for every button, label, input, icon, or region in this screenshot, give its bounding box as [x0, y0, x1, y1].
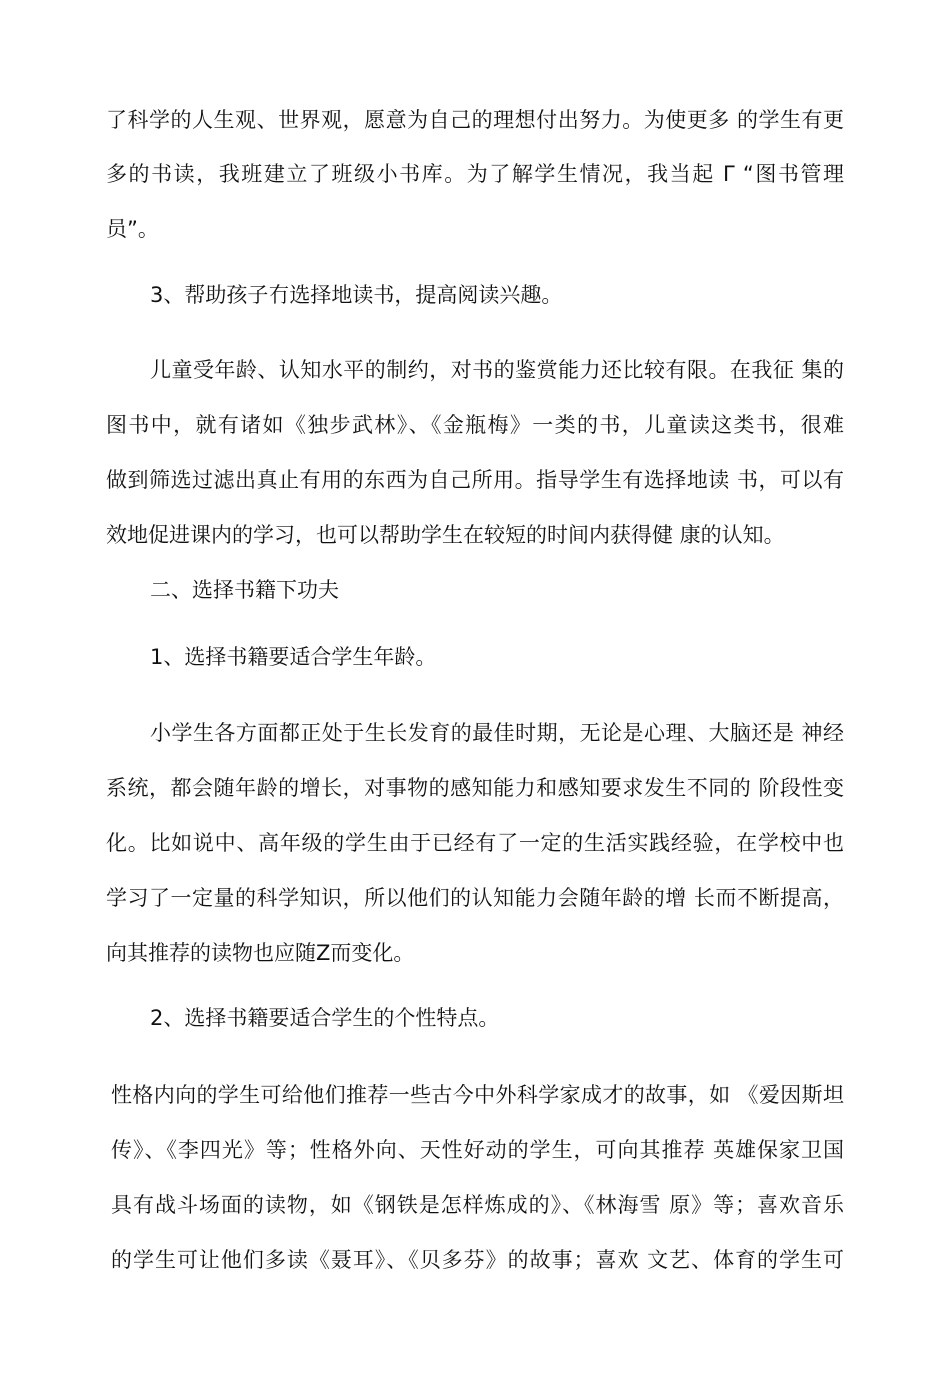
list-item-1-heading: 1、选择书籍要适合学生年龄。 — [150, 645, 437, 669]
text-line-1: 了科学的人生观、世界观，愿意为自己的理想付出努力。为使更多 的学生有更 — [106, 108, 844, 132]
text-line-20: 的学生可让他们多读《聂耳》、《贝多芬》的故事；喜欢 文艺、体育的学生可 — [111, 1248, 844, 1272]
text-line-13: 化。比如说中、高年级的学生由于已经有了一定的生活实践经验，在学校中也 — [106, 831, 844, 855]
text-line-17: 性格内向的学生可给他们推荐一些古今中外科学家成才的故事，如 《爱因斯坦 — [111, 1083, 844, 1107]
text-line-5: 儿童受年龄、认知水平的制约，对书的鉴赏能力还比较有限。在我征 集的 — [150, 358, 844, 382]
text-line-6: 图书中，就有诸如《独步武林》、《金瓶梅》一类的书，儿童读这类书，很难 — [106, 413, 844, 437]
text-line-15: 向其推荐的读物也应随Z而变化。 — [106, 941, 415, 965]
text-line-11: 小学生各方面都正处于生长发育的最佳时期，无论是心理、大脑还是 神经 — [150, 721, 844, 745]
text-line-7: 做到筛选过滤出真止有用的东西为自己所用。指导学生有选择地读 书，可以有 — [106, 468, 844, 492]
list-item-2-heading: 2、选择书籍要适合学生的个性特点。 — [150, 1006, 500, 1030]
text-line-19: 具有战斗场面的读物，如《钢铁是怎样炼成的》、《林海雪 原》等；喜欢音乐 — [111, 1193, 844, 1217]
text-line-8: 效地促进课内的学习，也可以帮助学生在较短的时间内获得健 康的认知。 — [106, 523, 785, 547]
section-heading-2: 二、选择书籍下功夫 — [150, 578, 339, 602]
text-line-18: 传》、《李四光》等；性格外向、天性好动的学生，可向其推荐 英雄保家卫国 — [111, 1138, 844, 1162]
text-line-12: 系统，都会随年龄的增长，对事物的感知能力和感知要求发生不同的 阶段性变 — [106, 776, 844, 800]
text-line-3: 员”。 — [106, 217, 159, 241]
text-line-14: 学习了一定量的科学知识，所以他们的认知能力会随年龄的增 长而不断提高， — [106, 886, 844, 910]
list-item-3-heading: 3、帮助孩子冇选择地读书，提高阅读兴趣。 — [150, 283, 563, 307]
text-line-2: 多的书读，我班建立了班级小书库。为了解学生情况，我当起 Γ “图书管理 — [106, 162, 844, 186]
